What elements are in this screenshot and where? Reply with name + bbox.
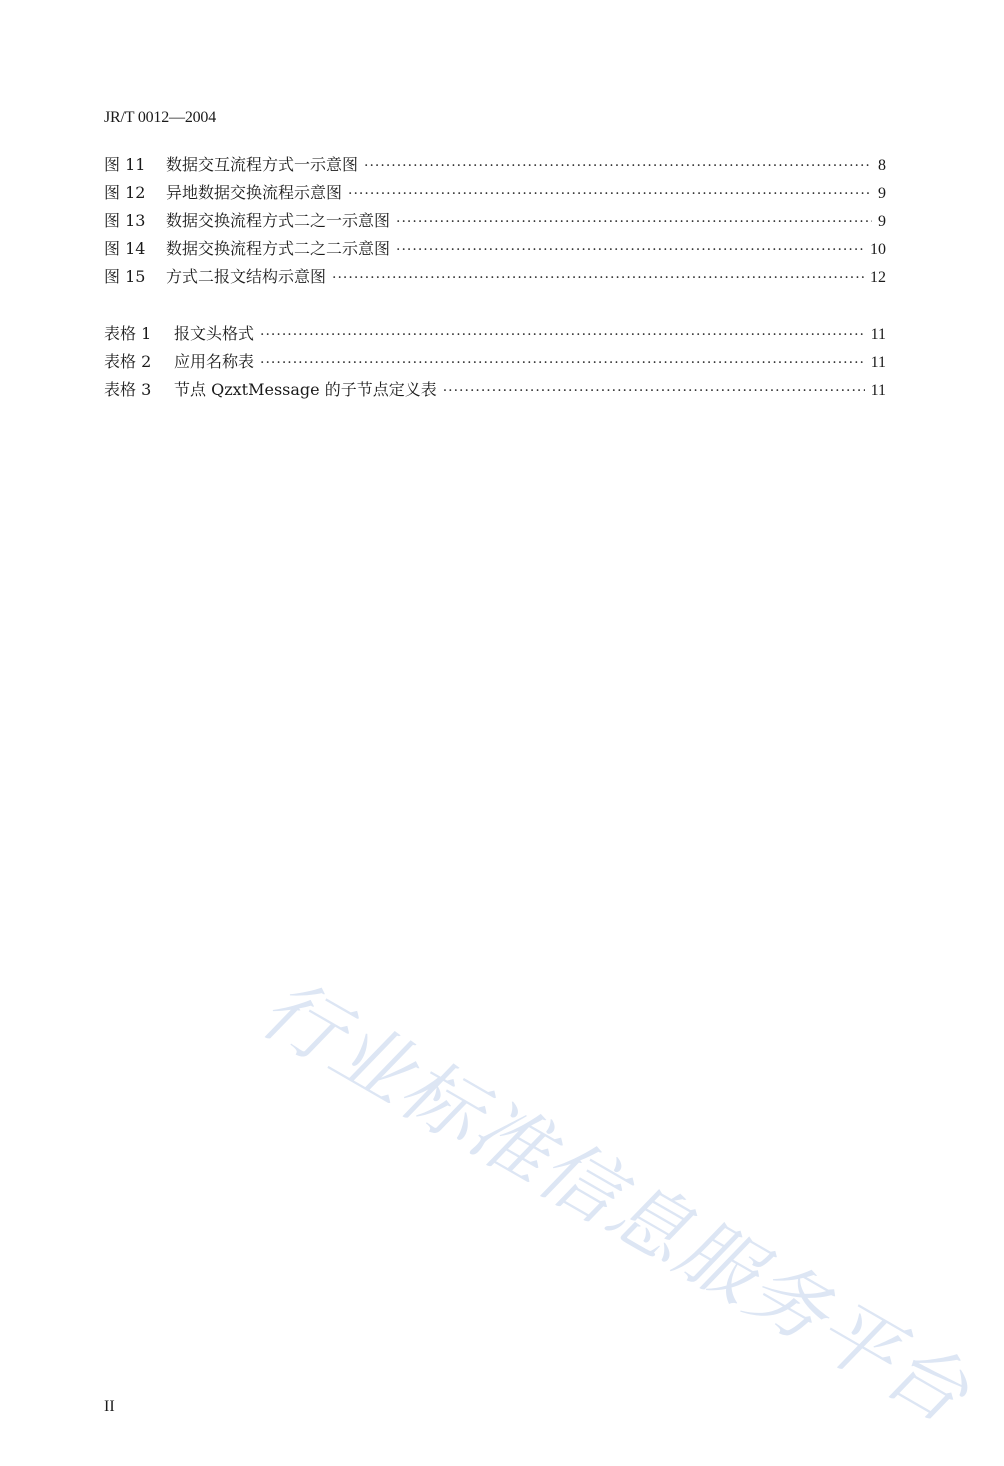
dot-leader — [260, 327, 865, 343]
document-code: JR/T 0012—2004 — [104, 109, 217, 126]
figure-title: 数据交换流程方式二之二示意图 — [166, 239, 391, 258]
table-title: 应用名称表 — [174, 352, 255, 371]
toc-entry-figure-14[interactable] — [104, 236, 886, 264]
page-number: 11 — [870, 382, 886, 399]
watermark: 行业标准信息服务平台 — [246, 963, 984, 1442]
toc-entry-table-3[interactable] — [104, 377, 886, 405]
page-number: 8 — [878, 157, 886, 174]
dot-leader — [396, 214, 872, 230]
figure-label: 图 14 — [104, 239, 146, 258]
dot-leader — [443, 383, 865, 399]
toc-entry-table-2[interactable] — [104, 349, 886, 377]
figure-title: 方式二报文结构示意图 — [166, 267, 327, 286]
figure-title: 数据交互流程方式一示意图 — [166, 155, 359, 174]
page-number: 9 — [878, 213, 886, 230]
toc-entry-figure-12[interactable] — [104, 180, 886, 208]
page-number: 9 — [878, 185, 886, 202]
figure-title: 异地数据交换流程示意图 — [166, 183, 343, 202]
footer-page-number: II — [104, 1398, 115, 1415]
table-label: 表格 2 — [104, 352, 152, 371]
page-number: 10 — [870, 241, 886, 258]
page-number: 11 — [870, 354, 886, 371]
toc-entry-figure-11[interactable] — [104, 152, 886, 180]
table-label: 表格 3 — [104, 380, 152, 399]
figure-label: 图 11 — [104, 155, 146, 174]
page-number: 11 — [870, 326, 886, 343]
table-title: 报文头格式 — [174, 324, 255, 343]
toc-entry-figure-15[interactable] — [104, 264, 886, 292]
dot-leader — [348, 186, 872, 202]
dot-leader — [260, 355, 865, 371]
figure-list — [104, 152, 886, 292]
table-title: 节点 QzxtMessage 的子节点定义表 — [174, 380, 437, 399]
toc-entry-figure-13[interactable] — [104, 208, 886, 236]
table-label: 表格 1 — [104, 324, 152, 343]
dot-leader — [396, 242, 864, 258]
figure-label: 图 12 — [104, 183, 146, 202]
figure-label: 图 15 — [104, 267, 146, 286]
table-list — [104, 321, 886, 405]
page-number: 12 — [870, 269, 886, 286]
dot-leader — [364, 158, 872, 174]
dot-leader — [332, 270, 864, 286]
figure-title: 数据交换流程方式二之一示意图 — [166, 211, 391, 230]
toc-entry-table-1[interactable] — [104, 321, 886, 349]
figure-label: 图 13 — [104, 211, 146, 230]
